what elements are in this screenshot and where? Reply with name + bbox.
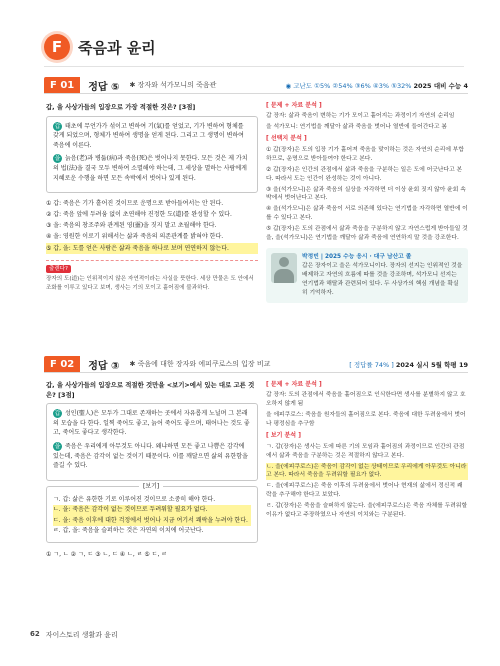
option-2[interactable]: ② 갑: 죽음 앞에 두려움 없이 초연해야 진정한 도(道)를 완성할 수 있다. [46,211,232,219]
problem-1-memo [46,260,258,294]
bogi-analysis-1: ㄱ. 갑(장자)은 생사는 도에 따른 기의 모임과 흩어짐의 과정이므로 인간의 관점에서 삶과 죽음을 구분하는 것은 적절하지 않다고 본다. [266,443,465,459]
student-photo [271,253,297,283]
choice-3: ③ 을(석가모니)은 삶과 죽음의 실상을 자각하면 더 이상 윤회 짓지 않아 윤회 속박에서 벗어난다고 본다. [266,186,466,202]
bogi-analysis-2: ㄴ. 을(에피쿠로스)은 죽음이 감각이 없는 상태이므로 우리에게 아무것도 아니라고 본다. 따라서 죽음을 두려워할 필요가 없다. [266,463,467,479]
problem-1-rates: ◉ 고난도 ①5% ②54% ③6% ④3% ⑤32% [285,81,412,90]
problem-1-stats [286,81,468,90]
option-1[interactable]: ① 갑: 죽음은 기가 흩어진 것이므로 운명으로 받아들여서는 안 된다. [46,200,224,208]
problem-2-tag: F 02 [44,356,80,372]
problem-1-options [46,198,258,253]
problem-1-topic: ✱ 장자와 석가모니의 죽음관 [129,81,217,89]
option-5[interactable]: ⑤ 갑, 을: 도를 얻은 사람은 삶과 죽음을 하나로 보며 연연하지 않는다. [46,243,258,254]
header-divider [44,66,464,67]
problem-1-question [46,103,258,293]
speaker-gap-icon: 갑 [54,410,61,418]
chapter-header [44,32,156,62]
option-3[interactable]: ③ 을: 죽음의 창조주와 관계된 영(靈)을 짓지 말고 초월해야 한다. [46,222,217,230]
problem-2-passage [46,403,258,481]
bogi-item-3: ㄷ. 을: 죽음 이후에 대한 걱정에서 벗어나 지금 여기서 쾌락을 누려야 한다. [53,516,251,527]
bogi-analysis-heading: [ 보기 분석 ] [266,432,301,440]
chapter-title: 죽음과 윤리 [78,38,156,57]
problem-1-explanation [266,99,468,303]
bogi-item-2: ㄴ. 을: 죽음은 감각이 없는 것이므로 두려워할 필요가 없다. [53,505,251,516]
passage-2-gap [53,409,251,438]
passage-gap-text: 태초에 무언가가 섞이고 변하여 기(氣)를 얻었고, 기가 변하여 형체를 갖게 되었으며, 형체가 변하여 생명을 얻게 된다. 그리고 그 생명이 변하여 죽음에 이른다. [53,122,244,149]
passage-2-gap-text: 성인(聖人)은 모두가 그대로 존재하는 곳에서 자유롭게 노닐며 그 본래의 모습을 다 한다. 일찍 죽어도 좋고, 늙어 죽어도 좋으며, 태어나는 것도 좋고, 죽어도 좋다고 생각한다. [53,410,250,437]
analysis-1: 갑 장자: 삶과 죽음이 변하는 기가 모이고 흩어지는 과정이기 자연의 순리임 [266,113,455,120]
choice-4: ④ 을(석가모니)은 삶과 죽음이 서로 의존해 있다는 연기법을 자각하면 열반에 이를 수 있다고 본다. [266,206,468,222]
tip-body [302,253,463,298]
speaker-eul-icon: 을 [54,155,61,163]
tip-text: 갑은 장자이고 을은 석가모니이다. 장자의 선지는 인위적인 것을 배제하고 자연의 흐름에 따를 것을 강조하며, 석가모니 선지는 연기법과 해탈과 관련되어 있다. 두 사상가의 핵심 개념을 확실히 기억하자. [302,263,463,297]
analysis-2-2: 을 에피쿠로스: 죽음을 원자들의 흩어짐으로 본다. 죽음에 대한 두려움에서 벗어나 평정심을 추구함 [266,412,466,428]
page-footer [30,630,118,640]
book-title: 자이스토리 생활과 윤리 [45,631,118,639]
problem-2-topic: ✱ 죽음에 대한 장자와 에피쿠로스의 입장 비교 [129,360,271,368]
speaker-gap-icon: 갑 [54,122,61,130]
analysis-2: 을 석가모니: 연기법을 깨달아 삶과 죽음을 벗어나 열반에 들어간다고 봄 [266,124,447,131]
problem-1-source: 2025 대비 수능 4 [413,81,468,90]
choice-analysis-heading: [ 선택지 분석 ] [266,135,307,143]
analysis-2-heading: [ 문제 + 자료 분석 ] [266,381,322,388]
tip-author: 박정빈 | 2025 수능 응시 · 대구 남산고 졸 [302,254,412,261]
analysis-2-1: 갑 장자: 도의 관점에서 죽음을 흩어짐으로 인식한다면 생사를 분별하지 않고 호오하지 않게 됨 [266,392,466,408]
memo-label: 출렌다? [46,265,71,274]
bogi-item-1: ㄱ. 갑: 삶은 유한한 기로 이루어진 것이므로 소중히 해야 한다. [53,495,216,503]
problem-1-bar [44,77,468,94]
problem-1-tag: F 01 [44,77,80,93]
bogi-label: [보기] [139,482,163,493]
option-4[interactable]: ④ 을: 영원한 이로기 위해서는 삶과 죽음의 의존관계를 밝혀야 한다. [46,233,224,241]
choice-2: ② 갑(장자)은 인간의 관점에서 삶과 죽음을 구분하는 일은 도에 어긋난다고 본다. 따라서 도는 인간이 완성하는 것이 아니다. [266,166,463,182]
passage-eul [53,154,251,183]
problem-2-options[interactable]: ① ㄱ, ㄴ ② ㄱ, ㄷ ③ ㄴ, ㄷ ④ ㄴ, ㄹ ⑤ ㄷ, ㄹ [46,550,168,558]
bogi-analysis-4: ㄹ. 갑(장자)은 죽음을 슬퍼하지 않는다. 을(에피쿠로스)은 죽음 자체를 두려워할 이유가 없다고 주장하였으나 자연의 이치와는 구분된다. [266,503,468,519]
passage-eul-text: 늙음(老)과 병듦(病)과 죽음(死)은 벗어나지 못한다. 모든 것은 제 가치의 법(法)을 결국 모두 변하여 소멸해야 하는데, 그 세상을 멸하는 사람에게 지혜로운 수행을 하면 모든 속박에서 벗어나 있게 된다. [53,155,248,182]
problem-2-bar [44,356,468,373]
page-number: 62 [30,630,40,638]
choice-1: ① 갑(장자)은 도의 입장 기가 흩어져 죽음을 맞이하는 것은 자연의 순리에 부합하므로, 운명으로 받아들여야 한다고 본다. [266,146,464,162]
passage-2-eul-text: 죽음은 우리에게 아무것도 아니다. 왜냐하면 모든 좋고 나쁨은 감각에 있는데, 죽음은 감각이 없는 것이기 때문이다. 이를 깨달으면 삶의 유한함을 즐길 수 있다. [53,443,248,470]
problem-2-question [46,381,258,560]
problem-2-stats [349,360,468,369]
problem-2-rate: [ 정답률 74% ] [349,360,394,369]
chapter-badge: F [44,34,70,60]
problem-2-title: 갑, 을 사상가들의 입장으로 적절한 것만을 <보기>에서 있는 대로 고른 것은? [3점] [46,381,255,399]
problem-2-source: 2024 실시 5월 학평 19 [395,360,468,369]
memo-text: 장자의 도(道)는 인위적이지 않은 자연적이라는 사실을 뜻한다. 세상 만물은 도 안에서 조화를 이루고 있다고 보며, 생사는 기의 모이고 흩어짐에 불과하다. [46,276,254,292]
bogi-box [46,482,258,543]
speaker-eul-icon: 을 [54,443,61,450]
bogi-analysis-3: ㄷ. 을(에피쿠로스)은 죽음 이후의 두려움에서 벗어나 현재의 삶에서 정신적 쾌락을 추구해야 한다고 보았다. [266,483,463,499]
problem-2-answer: 정답 ③ [88,360,120,372]
student-tip [266,248,468,303]
bogi-item-4: ㄹ. 갑, 을: 죽음을 슬퍼하는 것은 자연의 이치에 어긋난다. [53,527,204,535]
problem-1-title: 갑, 을 사상가들의 입장으로 가장 적절한 것은? [3점] [46,103,196,111]
analysis-heading: [ 문제 + 자료 분석 ] [266,102,322,109]
passage-gap [53,122,251,151]
passage-2-eul [53,442,251,471]
problem-1-answer: 정답 ⑤ [88,81,120,93]
choice-5: ⑤ 갑(장자)은 도의 관점에서 삶과 죽음을 구분하지 않고 자연스럽게 받아들일 것을, 을(석가모니)은 연기법을 깨달아 삶과 죽음에 연연하지 말 것을 강조한다. [266,226,468,242]
problem-2-explanation [266,378,468,522]
problem-1-passage [46,116,258,194]
